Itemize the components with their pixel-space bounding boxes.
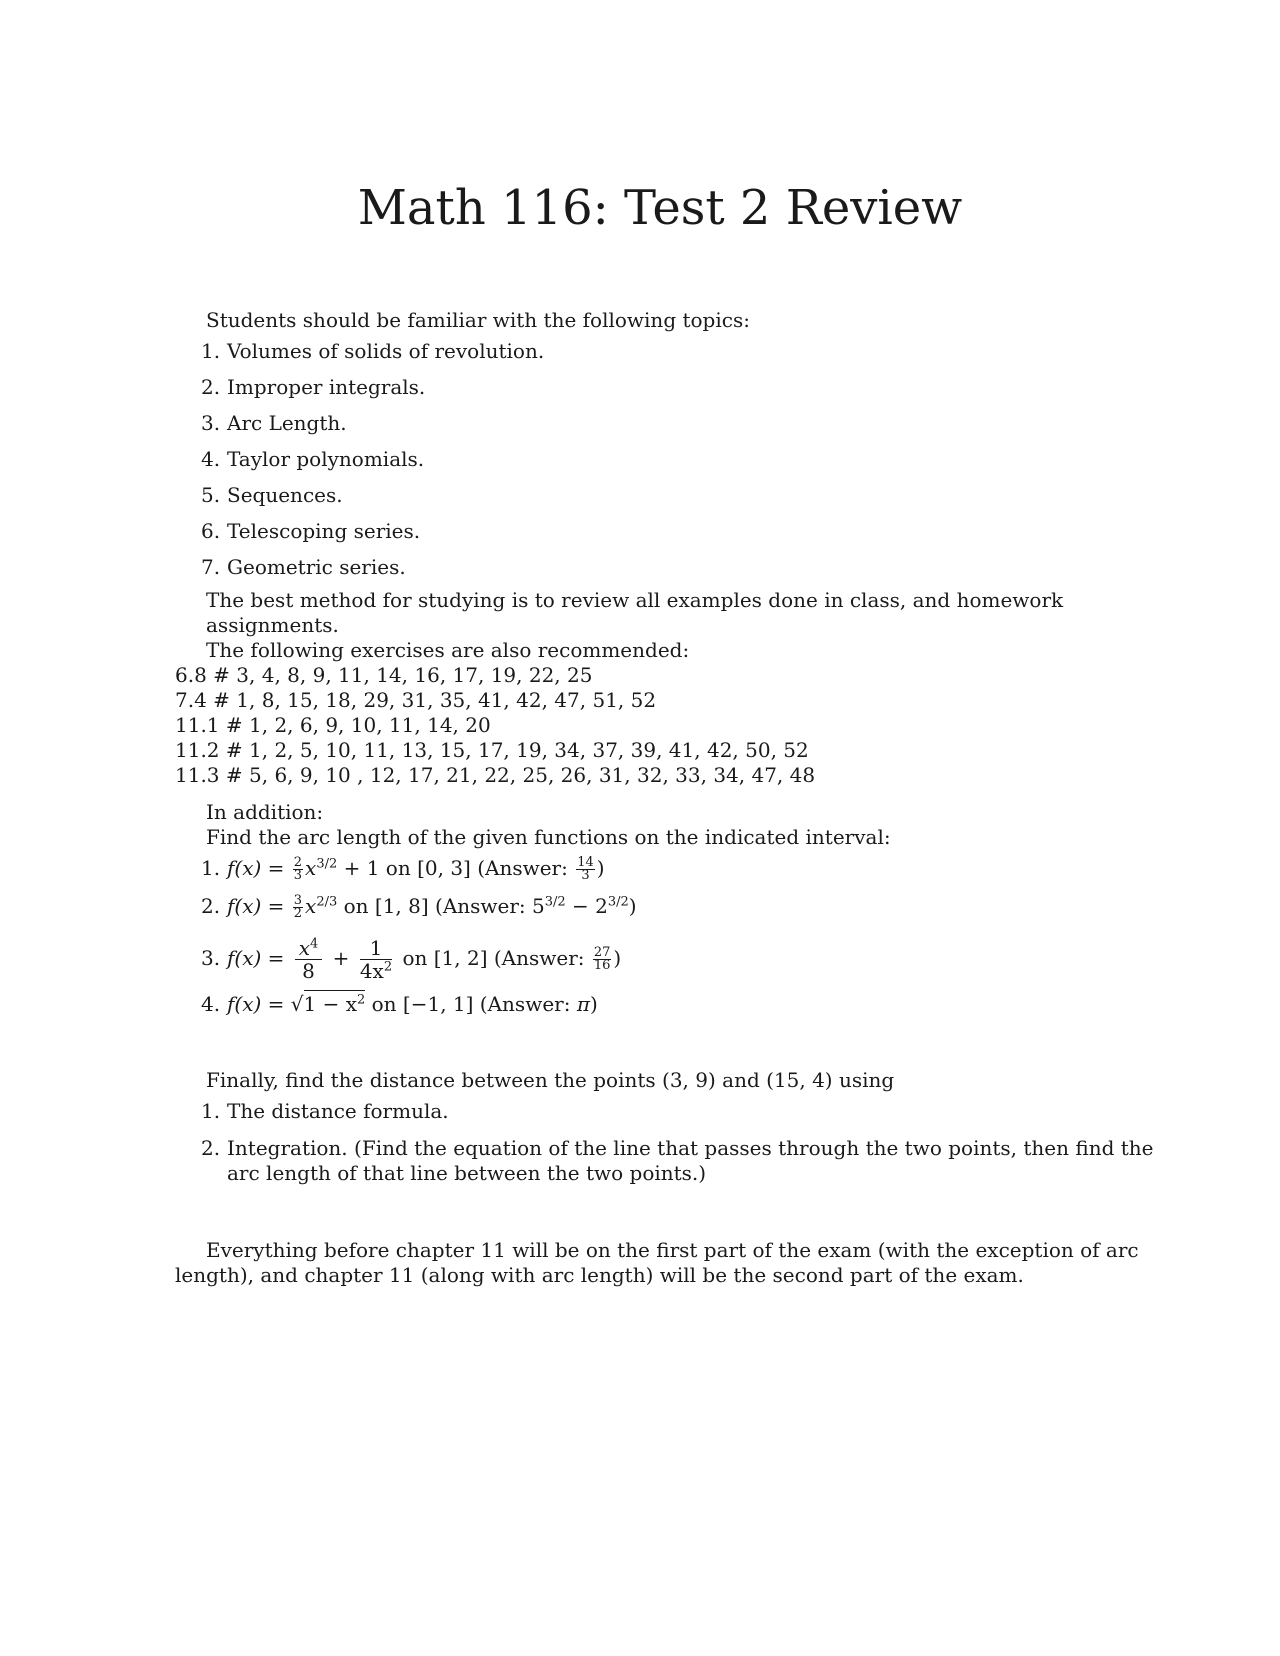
- study-advice: The best method for studying is to review all examples done in class, and homework assignments.: [206, 588, 1064, 637]
- addition-label: In addition:: [206, 800, 324, 824]
- list-item: 1. The distance formula.: [201, 1099, 449, 1123]
- closing-paragraph: Everything before chapter 11 will be on the first part of the exam (with the exception of arc length), and chapter 11 (along with arc length) will be the second part of the exam.: [175, 1238, 1139, 1287]
- distance-intro: Finally, find the distance between the points (3, 9) and (15, 4) using: [206, 1068, 895, 1092]
- list-item: 4. Taylor polynomials.: [201, 447, 425, 471]
- list-item: 3. Arc Length.: [201, 411, 347, 435]
- distance-section: [175, 1068, 1155, 1186]
- page-title: Math 116: Test 2 Review: [357, 180, 963, 236]
- exercise-line: 6.8 # 3, 4, 8, 9, 11, 14, 16, 17, 19, 22, 25: [175, 663, 593, 687]
- arc-intro: Find the arc length of the given functions on the indicated interval:: [206, 825, 891, 849]
- study-recommend: The following exercises are also recommended:: [206, 638, 690, 662]
- distance-list: [175, 1099, 1155, 1186]
- list-item: 1. f(x) = $\frac{2}{3}$ $x^{3/2} + 1$ on [0, 3] (Answer: $\frac{14}{3}$ ): [201, 855, 605, 883]
- arc-problem-list: [175, 856, 1155, 1017]
- exercise-line: 11.2 # 1, 2, 5, 10, 11, 13, 15, 17, 19, 34, 37, 39, 41, 42, 50, 52: [175, 738, 809, 762]
- topics-intro: Students should be familiar with the following topics:: [206, 308, 750, 332]
- list-item: 5. Sequences.: [201, 483, 343, 507]
- list-item: 4. $f(x) = √1 - x^2$ on [−1, 1] (Answer: π): [201, 992, 598, 1016]
- exercise-line: 7.4 # 1, 8, 15, 18, 29, 31, 35, 41, 42, 47, 51, 52: [175, 688, 657, 712]
- list-item: 6. Telescoping series.: [201, 519, 421, 543]
- closing-section: [175, 1238, 1155, 1288]
- exercise-list: [175, 663, 1155, 788]
- exercise-line: 11.1 # 1, 2, 6, 9, 10, 11, 14, 20: [175, 713, 491, 737]
- list-item: 2. f(x) = $\frac{3}{2}$ $x^{2/3}$ on [1, 8] (Answer: $5^{3/2} - 2^{3/2}$): [201, 893, 637, 921]
- list-item: 2. Improper integrals.: [201, 375, 426, 399]
- topics-section: [175, 308, 1155, 788]
- list-item: 1. Volumes of solids of revolution.: [201, 339, 545, 363]
- list-item: 2. Integration. (Find the equation of the line that passes through the two points, then find the arc length of that line between the two points.): [201, 1136, 1154, 1185]
- arc-length-section: [175, 800, 1155, 1017]
- list-item: 7. Geometric series.: [201, 555, 406, 579]
- exercise-line: 11.3 # 5, 6, 9, 10 , 12, 17, 21, 22, 25, 26, 31, 32, 33, 34, 47, 48: [175, 763, 816, 787]
- topics-list: [175, 339, 1155, 580]
- list-item: 3. f(x) = $\frac{x^4}{8}$ + $\frac{1}{4x^2}$ on [1, 2] (Answer: $\frac{27}{16}$ ): [201, 936, 622, 983]
